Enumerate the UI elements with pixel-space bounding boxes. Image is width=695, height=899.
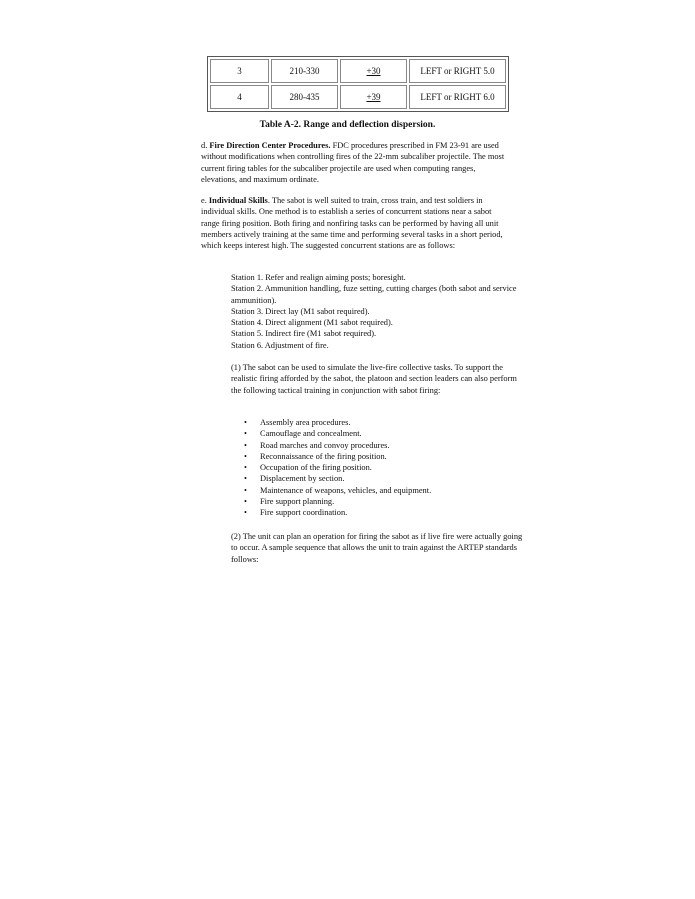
list-item: • Assembly area procedures.: [231, 417, 521, 428]
tactical-training-list: [231, 417, 521, 519]
section-d-heading: Fire Direction Center Procedures.: [209, 141, 331, 150]
dispersion-table-container: [207, 56, 509, 112]
station-item: Station 2. Ammunition handling, fuze setting, cutting charges (both sabot and service ammunition).: [231, 284, 517, 305]
section-e-prefix: e.: [201, 196, 209, 205]
stations-list: [231, 272, 523, 351]
station-item: Station 4. Direct alignment (M1 sabot required).: [231, 318, 393, 328]
table-cell: +30: [340, 59, 407, 83]
list-item: • Displacement by section.: [231, 473, 521, 484]
station-item: Station 1. Refer and realign aiming posts; boresight.: [231, 273, 406, 282]
table-row: [210, 59, 506, 83]
station-item: Station 6. Adjustment of fire.: [231, 340, 329, 350]
table-cell: 4: [210, 85, 269, 109]
list-item: • Road marches and convoy procedures.: [231, 440, 521, 451]
list-item: • Maintenance of weapons, vehicles, and equipment.: [231, 485, 521, 496]
table-cell: LEFT or RIGHT 5.0: [409, 59, 506, 83]
section-d-prefix: d.: [201, 141, 210, 150]
list-item: • Camouflage and concealment.: [231, 428, 521, 439]
table-row: [210, 85, 506, 109]
list-item: • Reconnaissance of the firing position.: [231, 451, 521, 462]
table-caption: Table A-2. Range and deflection dispersion.: [259, 120, 436, 130]
paragraph-1: (1) The sabot can be used to simulate the live-fire collective tasks. To support the realistic firing afforded by the sabot, the platoon and section leaders can also perform the following tactical training in conjunction with sabot firing:: [231, 363, 517, 395]
paragraph-2: (2) The unit can plan an operation for firing the sabot as if live fire were actually going to occur. A sample sequence that allows the unit to train against the ARTEP standards follows:: [231, 532, 523, 564]
table-cell: LEFT or RIGHT 6.0: [409, 85, 506, 109]
list-item: • Occupation of the firing position.: [231, 462, 521, 473]
dispersion-table: [207, 56, 509, 112]
list-item: • Fire support planning.: [231, 496, 521, 507]
list-item: • Fire support coordination.: [231, 507, 521, 518]
station-item: Station 3. Direct lay (M1 sabot required).: [231, 306, 370, 316]
section-d-text: FDC procedures prescribed in FM 23-91 are used without modifications when controlling fires of the 22-mm subcaliber projectile. The most current firing tables for the subcaliber projectile are used when computing ranges, elevations, and maximum ordinate.: [201, 141, 505, 184]
table-cell: 210-330: [271, 59, 338, 83]
table-cell: 280-435: [271, 85, 338, 109]
section-e-paragraph: [201, 195, 506, 251]
section-d-paragraph: [201, 140, 506, 185]
station-item: Station 5. Indirect fire (M1 sabot required).: [231, 329, 377, 339]
section-e-heading: Individual Skills: [208, 196, 268, 205]
section-e-text: . The sabot is well suited to train, cross train, and test soldiers in individual skills. One method is to establish a series of concurrent stations near a sabot range firing position. Both firing and nonfiring tasks can be performed by having all unit members actively training at the same time and performing several tasks in a short period, which keeps interest high. The suggested concurrent stations are as follows:: [201, 196, 503, 251]
table-cell: 3: [210, 59, 269, 83]
table-cell: +39: [340, 85, 407, 109]
